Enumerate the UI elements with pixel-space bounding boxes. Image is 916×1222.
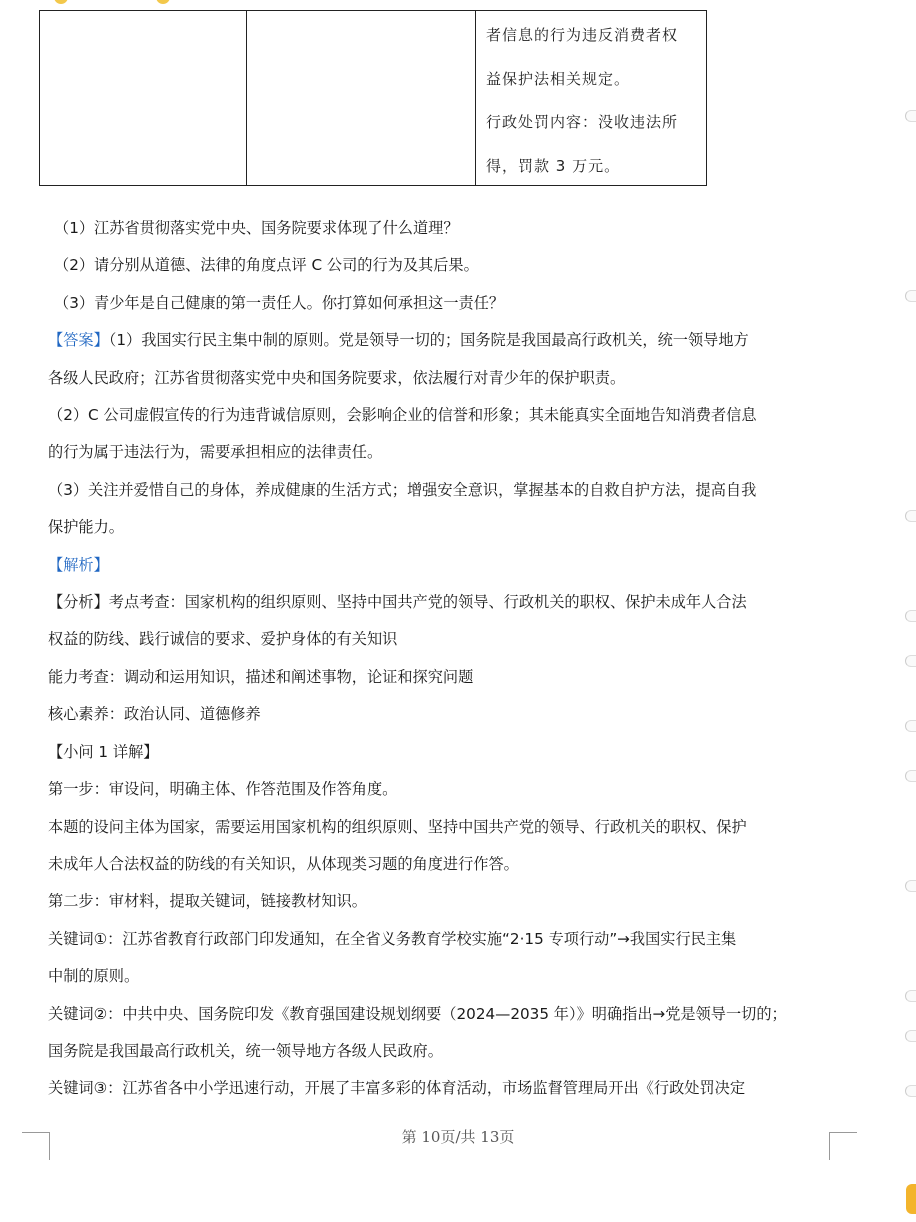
question-2: （2）请分别从道德、法律的角度点评 C 公司的行为及其后果。 bbox=[54, 256, 479, 275]
answer-1-line-2: 各级人民政府；江苏省贯彻落实党中央和国务院要求，依法履行对青少年的保护职责。 bbox=[48, 368, 626, 387]
page-edge-markers bbox=[902, 0, 916, 1222]
answer-3-line-2: 保护能力。 bbox=[48, 518, 124, 537]
table-cell-empty-1 bbox=[40, 11, 247, 186]
answer-1-line-1: 【答案】（1）我国实行民主集中制的原则。党是领导一切的；国务院是我国最高行政机关，统一领导地方 bbox=[48, 331, 749, 350]
document-body bbox=[48, 210, 834, 1108]
edge-tab-icon bbox=[905, 610, 916, 622]
analysis-line: 关键词③：江苏省各中小学迅速行动，开展了丰富多彩的体育活动，市场监督管理局开出《行政处罚决定 bbox=[48, 1079, 746, 1098]
edge-tab-icon bbox=[905, 290, 916, 302]
table-text-line: 者信息的行为违反消费者权 bbox=[486, 26, 679, 44]
analysis-line: 关键词①：江苏省教育行政部门印发通知，在全省义务教育学校实施“2·15 专项行动”→我国实行民主集 bbox=[48, 929, 737, 948]
edge-tab-icon bbox=[905, 990, 916, 1002]
answer-3-line-1: （3）关注并爱惜自己的身体，养成健康的生活方式；增强安全意识，掌握基本的自救自护方法，提高自我 bbox=[48, 480, 757, 499]
analysis-line: 能力考查：调动和运用知识，描述和阐述事物，论证和探究问题 bbox=[48, 667, 474, 686]
edge-tab-icon bbox=[905, 720, 916, 732]
analysis-line: 【分析】考点考查：国家机构的组织原则、坚持中国共产党的领导、行政机关的职权、保护未成年人合法 bbox=[48, 593, 747, 612]
edge-tab-icon bbox=[905, 1085, 916, 1097]
analysis-line: 中制的原则。 bbox=[48, 967, 140, 986]
analysis-line: 权益的防线、践行诚信的要求、爱护身体的有关知识 bbox=[48, 630, 398, 649]
table-text-line: 行政处罚内容：没收违法所 bbox=[486, 113, 679, 131]
answer-tag: 【答案】 bbox=[48, 331, 109, 350]
analysis-line: 核心素养：政治认同、道德修养 bbox=[48, 705, 261, 724]
analysis-line: 第一步：审设问，明确主体、作答范围及作答角度。 bbox=[48, 780, 398, 799]
logo-icon bbox=[156, 0, 170, 4]
header-watermark-strip bbox=[40, 0, 270, 6]
analysis-line: 本题的设问主体为国家，需要运用国家机构的组织原则、坚持中国共产党的领导、行政机关的职权、保护 bbox=[48, 817, 747, 836]
analysis-line: 关键词②：中共中央、国务院印发《教育强国建设规划纲要（2024—2035 年）》明确指出→党是领导一切的； bbox=[48, 1004, 787, 1023]
page-number: 第 10页/共 13页 bbox=[401, 1128, 515, 1146]
analysis-tag: 【解析】 bbox=[48, 555, 109, 574]
logo-icon bbox=[54, 0, 68, 4]
material-table bbox=[39, 10, 707, 186]
edge-tab-icon bbox=[905, 110, 916, 122]
edge-tab-icon bbox=[905, 1030, 916, 1042]
edge-tab-icon bbox=[905, 510, 916, 522]
analysis-line: 第二步：审材料，提取关键词，链接教材知识。 bbox=[48, 892, 367, 911]
question-3: （3）青少年是自己健康的第一责任人。你打算如何承担这一责任？ bbox=[54, 293, 505, 312]
edge-tab-icon bbox=[905, 880, 916, 892]
answer-2-line-2: 的行为属于违法行为，需要承担相应的法律责任。 bbox=[48, 443, 383, 462]
edge-tab-icon bbox=[905, 770, 916, 782]
table-cell-penalty bbox=[476, 11, 707, 186]
table-text-line: 益保护法相关规定。 bbox=[486, 69, 631, 88]
analysis-line: 【小问 1 详解】 bbox=[48, 742, 159, 761]
edge-tab-icon bbox=[905, 655, 916, 667]
question-1: （1）江苏省贯彻落实党中央、国务院要求体现了什么道理？ bbox=[54, 219, 459, 237]
analysis-line: 国务院是我国最高行政机关，统一领导地方各级人民政府。 bbox=[48, 1041, 443, 1060]
side-widget-button[interactable] bbox=[906, 1184, 916, 1214]
table-text-line: 得，罚款 3 万元。 bbox=[486, 156, 621, 175]
analysis-line: 未成年人合法权益的防线的有关知识，从体现类习题的角度进行作答。 bbox=[48, 854, 519, 873]
table-cell-empty-2 bbox=[247, 11, 476, 186]
answer-2-line-1: （2）C 公司虚假宣传的行为违背诚信原则，会影响企业的信誉和形象；其未能真实全面地告知消费者信息 bbox=[48, 406, 757, 425]
